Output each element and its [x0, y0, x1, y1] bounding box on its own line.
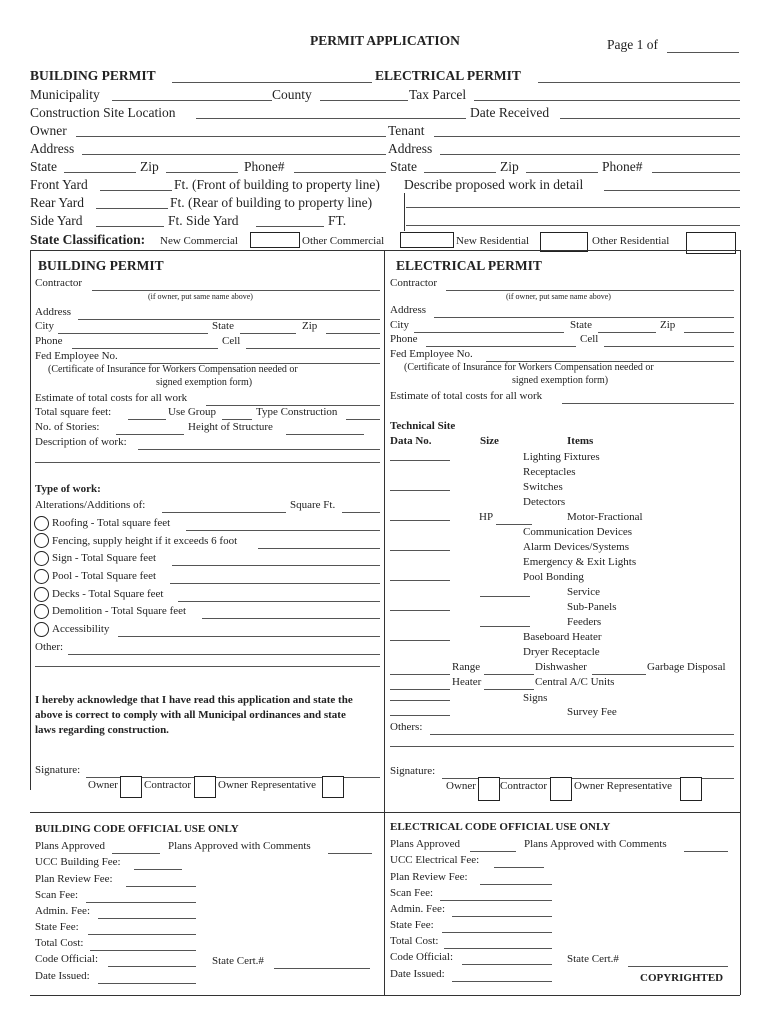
- b-cert-note-1: (Certificate of Insurance for Workers Compensation needed or: [48, 364, 298, 375]
- b-alterations-field[interactable]: [162, 500, 286, 513]
- e-item-detectors: Detectors: [523, 496, 566, 508]
- tenant-address-label: Address: [388, 141, 433, 156]
- e-fed-label: Fed Employee No.: [390, 348, 473, 360]
- rear-yard-field[interactable]: [96, 196, 168, 209]
- date-received-field[interactable]: [560, 106, 740, 119]
- tenant-address-field[interactable]: [440, 142, 740, 155]
- b-type-of-work-heading: Type of work:: [35, 483, 101, 495]
- e-item-communication: Communication Devices: [523, 526, 633, 538]
- e-signs-label: Signs: [523, 692, 548, 704]
- b-sign-radio[interactable]: [34, 551, 49, 566]
- e-central-ac-label: Central A/C Units: [535, 676, 615, 688]
- eco-scan-fee-label: Scan Fee:: [390, 887, 434, 899]
- e-heater-field[interactable]: [390, 677, 450, 690]
- e-items-header: Items: [567, 435, 594, 447]
- b-use-group-label: Use Group: [168, 406, 216, 418]
- b-demolition-label: Demolition - Total Square feet: [52, 605, 187, 617]
- bco-total-cost-label: Total Cost:: [35, 937, 84, 949]
- e-estimate-field[interactable]: [562, 391, 734, 404]
- b-other-label: Other:: [35, 641, 64, 653]
- e-hp-label: HP: [479, 511, 494, 523]
- b-roofing-field[interactable]: [186, 518, 380, 531]
- b-ack-line-1: I hereby acknowledge that I have read this application and state the: [35, 694, 353, 706]
- tenant-state-label: State: [390, 159, 417, 174]
- e-contractor-box[interactable]: [550, 777, 572, 801]
- e-city-field[interactable]: [414, 320, 564, 333]
- b-sign-label: Sign - Total Square feet: [52, 552, 157, 564]
- e-item-emergency: Emergency & Exit Lights: [523, 556, 637, 568]
- b-square-ft-label: Square Ft.: [290, 499, 336, 511]
- other-residential-label: Other Residential: [592, 235, 670, 247]
- owner-zip-field[interactable]: [166, 160, 238, 173]
- e-if-owner-note: (if owner, put same name above): [506, 292, 611, 301]
- b-total-sqft-label: Total square feet:: [35, 406, 112, 418]
- bco-ucc-fee-field[interactable]: [134, 857, 182, 870]
- b-stories-field[interactable]: [116, 422, 184, 435]
- e-contractor-check-label: Contractor: [500, 780, 548, 792]
- bco-plans-comments-field[interactable]: [328, 841, 372, 854]
- b-contractor-box[interactable]: [194, 776, 216, 798]
- eco-date-issued-label: Date Issued:: [390, 968, 445, 980]
- b-phone-field[interactable]: [72, 336, 218, 349]
- e-cell-field[interactable]: [604, 334, 734, 347]
- b-estimate-field[interactable]: [206, 393, 380, 406]
- b-accessibility-field[interactable]: [118, 624, 380, 637]
- b-use-group-field[interactable]: [222, 407, 252, 420]
- eco-state-cert-label: State Cert.#: [567, 953, 619, 965]
- e-item-baseboard: Baseboard Heater: [523, 631, 602, 643]
- copyright-label: COPYRIGHTED: [640, 972, 724, 984]
- side-yard-ft-field[interactable]: [256, 214, 324, 227]
- bco-plans-comments-label: Plans Approved with Comments: [168, 840, 311, 852]
- e-fed-field[interactable]: [486, 349, 734, 362]
- b-contractor-field[interactable]: [92, 278, 380, 291]
- b-signature-label: Signature:: [35, 764, 81, 776]
- e-item-alarm: Alarm Devices/Systems: [523, 541, 630, 553]
- state-class-label: State Classification:: [30, 232, 146, 247]
- municipality-field[interactable]: [112, 88, 272, 101]
- eco-state-fee-field[interactable]: [442, 920, 552, 933]
- b-city-label: City: [35, 320, 54, 332]
- tenant-field[interactable]: [434, 124, 740, 137]
- e-owner-rep-box[interactable]: [680, 777, 702, 801]
- electrical-panel-title: ELECTRICAL PERMIT: [396, 258, 542, 273]
- tenant-phone-field[interactable]: [652, 160, 740, 173]
- b-zip-label: Zip: [302, 320, 318, 332]
- b-accessibility-label: Accessibility: [52, 623, 110, 635]
- b-ack-line-2: above is correct to comply with all Municipal ordinances and state: [35, 709, 346, 721]
- b-square-ft-field[interactable]: [342, 500, 380, 513]
- e-phone-field[interactable]: [426, 334, 576, 347]
- eco-plans-approved-label: Plans Approved: [390, 838, 460, 850]
- e-others-field[interactable]: [430, 722, 734, 735]
- b-type-construction-label: Type Construction: [256, 406, 338, 418]
- e-tech-header-1: Technical Site: [390, 420, 456, 432]
- b-state-label: State: [212, 320, 234, 332]
- b-fencing-radio[interactable]: [34, 533, 49, 548]
- b-fencing-field[interactable]: [258, 536, 380, 549]
- b-type-construction-field[interactable]: [346, 407, 380, 420]
- owner-zip-label: Zip: [140, 159, 159, 174]
- owner-state-label: State: [30, 159, 57, 174]
- building-panel-title: BUILDING PERMIT: [38, 258, 164, 273]
- b-owner-box[interactable]: [120, 776, 142, 798]
- rear-yard-label: Rear Yard: [30, 195, 84, 210]
- bco-total-cost-field[interactable]: [90, 938, 196, 951]
- bco-plans-approved-field[interactable]: [112, 841, 160, 854]
- e-range-label: Range: [452, 661, 481, 673]
- e-cell-label: Cell: [580, 333, 599, 345]
- e-signature-label: Signature:: [390, 765, 436, 777]
- new-commercial-label: New Commercial: [160, 235, 238, 247]
- b-stories-label: No. of Stories:: [35, 421, 100, 433]
- e-address-label: Address: [390, 304, 427, 316]
- e-dishwasher-field[interactable]: [484, 662, 534, 675]
- eco-plans-approved-field[interactable]: [470, 839, 516, 852]
- b-fed-field[interactable]: [130, 351, 380, 364]
- b-description-field[interactable]: [138, 437, 380, 450]
- b-ack-line-3: laws regarding construction.: [35, 724, 169, 736]
- e-owner-label: Owner: [446, 780, 476, 792]
- new-residential-box[interactable]: [540, 232, 588, 252]
- bco-state-fee-field[interactable]: [88, 922, 196, 935]
- b-zip-field[interactable]: [326, 321, 380, 334]
- page-count-field[interactable]: [667, 40, 739, 53]
- e-item-lighting: Lighting Fixtures: [523, 451, 600, 463]
- site-location-field[interactable]: [196, 106, 466, 119]
- municipality-label: Municipality: [30, 87, 100, 102]
- eco-plan-review-label: Plan Review Fee:: [390, 871, 468, 883]
- owner-field[interactable]: [76, 124, 386, 137]
- e-cert-note-1: (Certificate of Insurance for Workers Compensation needed or: [404, 362, 654, 373]
- describe-work-field-1[interactable]: [604, 178, 740, 191]
- e-zip-label: Zip: [660, 319, 676, 331]
- b-owner-label: Owner: [88, 779, 118, 791]
- bco-scan-fee-label: Scan Fee:: [35, 889, 79, 901]
- e-others-label: Others:: [390, 721, 423, 733]
- bco-state-cert-field[interactable]: [274, 956, 370, 969]
- b-address-label: Address: [35, 306, 72, 318]
- tax-parcel-field[interactable]: [474, 88, 740, 101]
- tenant-state-field[interactable]: [424, 160, 496, 173]
- eco-code-official-field[interactable]: [462, 952, 552, 965]
- new-commercial-box[interactable]: [250, 232, 300, 248]
- bco-plan-review-field[interactable]: [126, 874, 196, 887]
- page-label: Page 1 of: [607, 37, 658, 52]
- b-phone-label: Phone: [35, 335, 63, 347]
- new-residential-label: New Residential: [456, 235, 530, 247]
- describe-work-label: Describe proposed work in detail: [404, 177, 584, 192]
- county-field[interactable]: [320, 88, 408, 101]
- b-contractor-label: Contractor: [35, 277, 83, 289]
- bco-scan-fee-field[interactable]: [86, 890, 196, 903]
- e-heater-label: Heater: [452, 676, 482, 688]
- b-decks-label: Decks - Total Square feet: [52, 588, 164, 600]
- owner-address-field[interactable]: [82, 142, 386, 155]
- e-contractor-field[interactable]: [446, 278, 734, 291]
- b-fencing-label: Fencing, supply height if it exceeds 6 foot: [52, 535, 238, 547]
- b-cert-note-2: signed exemption form): [156, 377, 253, 388]
- b-fed-label: Fed Employee No.: [35, 350, 118, 362]
- front-yard-desc: Ft. (Front of building to property line): [174, 177, 380, 192]
- e-item-sub-panels: Sub-Panels: [567, 601, 617, 613]
- b-decks-field[interactable]: [178, 589, 380, 602]
- form-title: PERMIT APPLICATION: [310, 33, 460, 48]
- e-item-pool-bonding: Pool Bonding: [523, 571, 584, 583]
- bco-admin-fee-field[interactable]: [98, 906, 196, 919]
- b-description-label: Description of work:: [35, 436, 127, 448]
- e-item-receptacles: Receptacles: [523, 466, 576, 478]
- tenant-label: Tenant: [388, 123, 425, 138]
- bco-code-official-field[interactable]: [108, 954, 196, 967]
- e-cert-note-2: signed exemption form): [512, 375, 609, 386]
- bco-date-issued-field[interactable]: [98, 971, 196, 984]
- e-state-field[interactable]: [598, 320, 656, 333]
- b-height-label: Height of Structure: [188, 421, 273, 433]
- b-contractor-check-label: Contractor: [144, 779, 192, 791]
- eco-admin-fee-label: Admin. Fee:: [390, 903, 445, 915]
- owner-label: Owner: [30, 123, 67, 138]
- e-phone-label: Phone: [390, 333, 418, 345]
- e-address-field[interactable]: [434, 305, 734, 318]
- b-cell-label: Cell: [222, 335, 241, 347]
- b-state-field[interactable]: [240, 321, 296, 334]
- e-zip-field[interactable]: [684, 320, 734, 333]
- side-yard-field[interactable]: [96, 214, 164, 227]
- bco-ucc-fee-label: UCC Building Fee:: [35, 856, 121, 868]
- b-demolition-field[interactable]: [202, 606, 380, 619]
- county-label: County: [272, 87, 312, 102]
- owner-phone-label: Phone#: [244, 159, 285, 174]
- tax-parcel-label: Tax Parcel: [409, 87, 467, 102]
- e-range-field[interactable]: [390, 662, 450, 675]
- tenant-zip-label: Zip: [500, 159, 519, 174]
- tenant-phone-label: Phone#: [602, 159, 643, 174]
- eco-state-fee-label: State Fee:: [390, 919, 434, 931]
- b-alterations-label: Alterations/Additions of:: [35, 499, 146, 511]
- e-estimate-label: Estimate of total costs for all work: [390, 390, 543, 402]
- b-demolition-radio[interactable]: [34, 604, 49, 619]
- building-permit-heading: BUILDING PERMIT: [30, 68, 156, 83]
- b-if-owner-note: (if owner, put same name above): [148, 292, 253, 301]
- owner-state-field[interactable]: [64, 160, 136, 173]
- bco-state-fee-label: State Fee:: [35, 921, 79, 933]
- tenant-zip-field[interactable]: [526, 160, 598, 173]
- other-commercial-box[interactable]: [400, 232, 454, 248]
- e-state-label: State: [570, 319, 592, 331]
- e-contractor-label: Contractor: [390, 277, 438, 289]
- bco-plans-approved-label: Plans Approved: [35, 840, 105, 852]
- b-owner-rep-box[interactable]: [322, 776, 344, 798]
- e-owner-box[interactable]: [478, 777, 500, 801]
- b-roofing-label: Roofing - Total square feet: [52, 517, 171, 529]
- b-height-field[interactable]: [286, 422, 364, 435]
- other-commercial-label: Other Commercial: [302, 235, 385, 247]
- ft-label: FT.: [328, 213, 347, 228]
- b-estimate-label: Estimate of total costs for all work: [35, 392, 188, 404]
- e-garbage-field[interactable]: [592, 662, 646, 675]
- eco-total-cost-field[interactable]: [444, 936, 552, 949]
- e-item-switches: Switches: [523, 481, 563, 493]
- eco-code-official-label: Code Official:: [390, 951, 454, 963]
- eco-plan-review-field[interactable]: [480, 872, 552, 885]
- eco-plans-comments-field[interactable]: [684, 839, 728, 852]
- b-accessibility-radio[interactable]: [34, 622, 49, 637]
- b-cell-field[interactable]: [246, 336, 380, 349]
- owner-phone-field[interactable]: [294, 160, 386, 173]
- b-roofing-radio[interactable]: [34, 516, 49, 531]
- bco-title: BUILDING CODE OFFICIAL USE ONLY: [35, 823, 239, 835]
- eco-admin-fee-field[interactable]: [452, 904, 552, 917]
- e-hp-field[interactable]: [496, 512, 532, 525]
- eco-scan-fee-field[interactable]: [440, 888, 552, 901]
- bco-admin-fee-label: Admin. Fee:: [35, 905, 90, 917]
- e-item-dryer: Dryer Receptacle: [523, 646, 600, 658]
- b-address-field[interactable]: [78, 307, 380, 320]
- eco-plans-comments-label: Plans Approved with Comments: [524, 838, 667, 850]
- b-pool-label: Pool - Total Square feet: [52, 570, 157, 582]
- bco-date-issued-label: Date Issued:: [35, 970, 90, 982]
- bco-code-official-label: Code Official:: [35, 953, 99, 965]
- b-other-field[interactable]: [68, 642, 380, 655]
- site-location-label: Construction Site Location: [30, 105, 176, 120]
- b-city-field[interactable]: [58, 321, 208, 334]
- e-owner-rep-label: Owner Representative: [574, 780, 673, 792]
- electrical-permit-heading: ELECTRICAL PERMIT: [375, 68, 521, 83]
- side-yard-desc: Ft. Side Yard: [168, 213, 239, 228]
- b-total-sqft-field[interactable]: [128, 407, 166, 420]
- b-pool-field[interactable]: [170, 571, 380, 584]
- e-item-motor: Motor-Fractional: [567, 511, 643, 523]
- eco-state-cert-field[interactable]: [628, 954, 728, 967]
- e-central-ac-field[interactable]: [484, 677, 534, 690]
- e-size-header: Size: [480, 435, 499, 447]
- eco-date-issued-field[interactable]: [452, 969, 552, 982]
- eco-ucc-fee-field[interactable]: [494, 855, 544, 868]
- rear-yard-desc: Ft. (Rear of building to property line): [170, 195, 373, 210]
- eco-total-cost-label: Total Cost:: [390, 935, 439, 947]
- e-item-feeders: Feeders: [567, 616, 602, 628]
- b-sign-field[interactable]: [172, 553, 380, 566]
- front-yard-label: Front Yard: [30, 177, 88, 192]
- b-decks-radio[interactable]: [34, 587, 49, 602]
- bco-state-cert-label: State Cert.#: [212, 955, 264, 967]
- front-yard-field[interactable]: [100, 178, 172, 191]
- e-garbage-label: Garbage Disposal: [647, 661, 726, 673]
- e-dishwasher-label: Dishwasher: [535, 661, 587, 673]
- e-survey-fee-label: Survey Fee: [567, 706, 617, 718]
- side-yard-label: Side Yard: [30, 213, 83, 228]
- owner-address-label: Address: [30, 141, 75, 156]
- e-item-service: Service: [567, 586, 600, 598]
- b-owner-rep-label: Owner Representative: [218, 779, 317, 791]
- bco-plan-review-label: Plan Review Fee:: [35, 873, 113, 885]
- date-received-label: Date Received: [470, 105, 550, 120]
- eco-title: ELECTRICAL CODE OFFICIAL USE ONLY: [390, 821, 611, 833]
- b-pool-radio[interactable]: [34, 569, 49, 584]
- eco-ucc-fee-label: UCC Electrical Fee:: [390, 854, 480, 866]
- e-tech-header-2: Data No.: [390, 435, 432, 447]
- e-city-label: City: [390, 319, 409, 331]
